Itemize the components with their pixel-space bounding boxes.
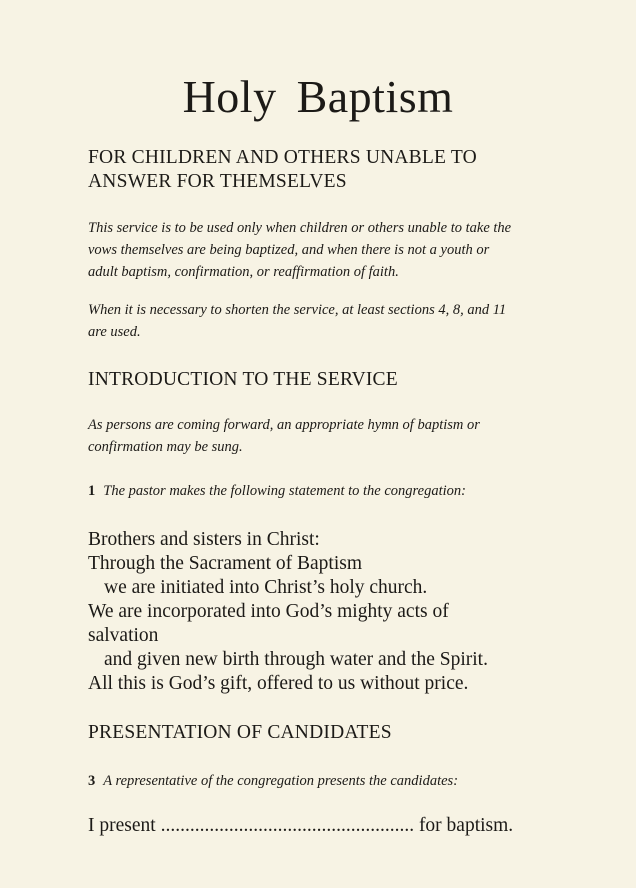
- subtitle-line: ANSWER FOR THEMSELVES: [88, 171, 347, 192]
- rubric-usage: [88, 217, 588, 283]
- rubric-line: are used.: [88, 324, 141, 340]
- rubric-line: confirmation may be sung.: [88, 439, 243, 455]
- statement-line: We are incorporated into God’s mighty acts of: [88, 601, 449, 622]
- statement-line: Brothers and sisters in Christ:: [88, 529, 320, 550]
- rubric-line: vows themselves are being baptized, and when there is not a youth or: [88, 242, 490, 258]
- rubric-hymn: [88, 414, 588, 458]
- rubric-line: adult baptism, confirmation, or reaffirmation of faith.: [88, 264, 399, 280]
- step-3-rubric: [88, 770, 588, 792]
- statement-line: and given new birth through water and the Spirit.: [104, 649, 488, 670]
- statement-line: salvation: [88, 625, 159, 646]
- section-heading-presentation: PRESENTATION OF CANDIDATES: [88, 722, 392, 743]
- step-1-rubric: [88, 480, 588, 502]
- section-heading-introduction: INTRODUCTION TO THE SERVICE: [88, 369, 398, 390]
- statement-line: we are initiated into Christ’s holy church.: [104, 577, 428, 598]
- pastor-statement: [88, 528, 488, 696]
- statement-line: All this is God’s gift, offered to us without price.: [88, 673, 469, 694]
- present-prefix: I present: [88, 815, 156, 836]
- statement-line: Through the Sacrament of Baptism: [88, 553, 363, 574]
- rubric-shorten: [88, 299, 588, 343]
- step-number: 3: [88, 773, 96, 789]
- subtitle: [88, 146, 477, 194]
- rubric-line: As persons are coming forward, an appropriate hymn of baptism or: [88, 417, 480, 433]
- name-blank: ....................................................: [160, 815, 415, 836]
- present-suffix: for baptism.: [418, 815, 514, 836]
- step-number: 1: [88, 483, 96, 499]
- present-candidates-line: [88, 815, 513, 837]
- rubric-line: When it is necessary to shorten the service, at least sections 4, 8, and 11: [88, 302, 507, 318]
- subtitle-line: FOR CHILDREN AND OTHERS UNABLE TO: [88, 147, 477, 168]
- step-text: The pastor makes the following statement to the congregation:: [103, 483, 466, 499]
- rubric-line: This service is to be used only when children or others unable to take the: [88, 220, 512, 236]
- step-text: A representative of the congregation presents the candidates:: [103, 773, 459, 789]
- page-title: Holy Baptism: [182, 71, 454, 122]
